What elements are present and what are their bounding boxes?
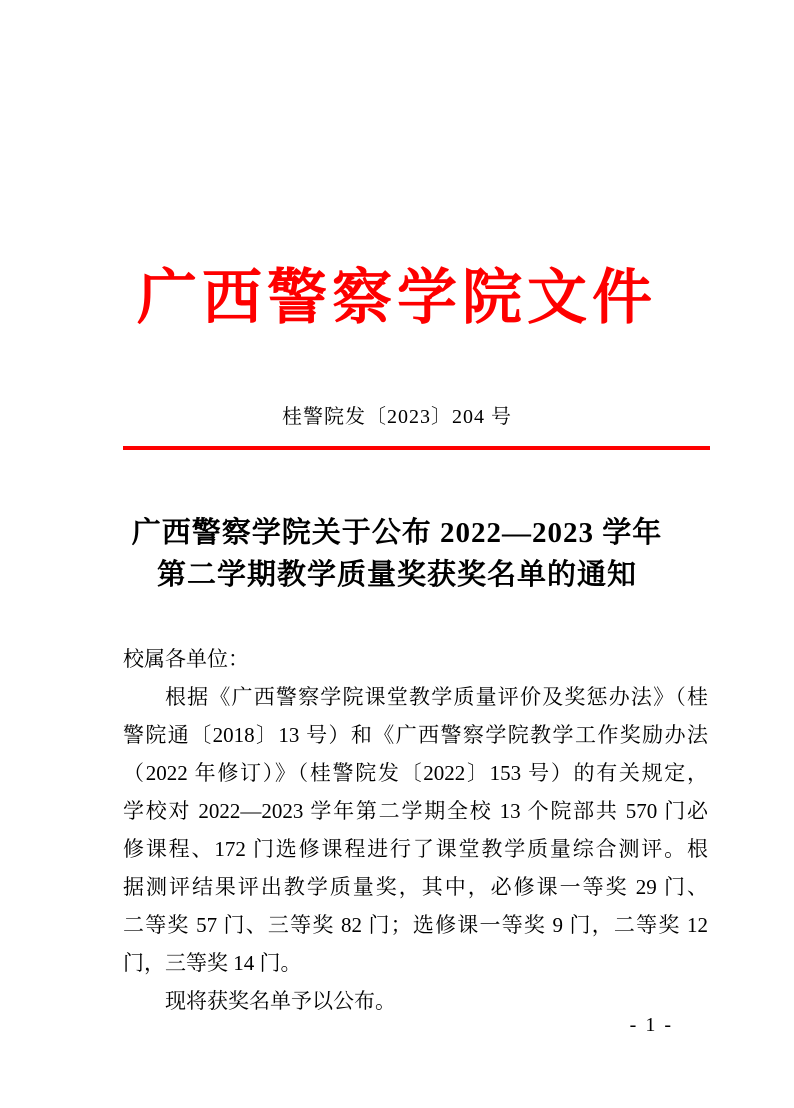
body-line-salutation: 校属各单位： [123, 647, 249, 671]
red-separator-line [123, 446, 710, 450]
org-title: 广西警察学院文件 [137, 265, 657, 331]
body-line: 据测评结果评出教学质量奖，其中，必修课一等奖 29 门、 [123, 875, 708, 899]
notice-title [0, 512, 794, 596]
body-line: 学校对 2022—2023 学年第二学期全校 13 个院部共 570 门必 [123, 799, 708, 823]
notice-title-line-1: 广西警察学院关于公布 2022—2023 学年 [131, 517, 663, 549]
body-line-closing: 现将获奖名单予以公布。 [165, 989, 396, 1013]
body-line: 门，三等奖 14 门。 [123, 951, 302, 975]
body-line: 二等奖 57 门、三等奖 82 门；选修课一等奖 9 门，二等奖 12 [123, 913, 708, 937]
page-number: - 1 - [629, 1014, 673, 1036]
notice-title-line-2: 第二学期教学质量奖获奖名单的通知 [156, 559, 637, 591]
body-line: 警院通〔2018〕13 号）和《广西警察学院教学工作奖励办法 [123, 723, 708, 747]
doc-number: 桂警院发〔2023〕204 号 [282, 406, 512, 428]
body-text [123, 640, 708, 1020]
body-line: 修课程、172 门选修课程进行了课堂教学质量综合测评。根 [123, 837, 708, 861]
body-line: （2022 年修订）》（桂警院发〔2022〕153 号）的有关规定， [123, 761, 708, 785]
body-line: 根据《广西警察学院课堂教学质量评价及奖惩办法》（桂 [165, 685, 708, 709]
